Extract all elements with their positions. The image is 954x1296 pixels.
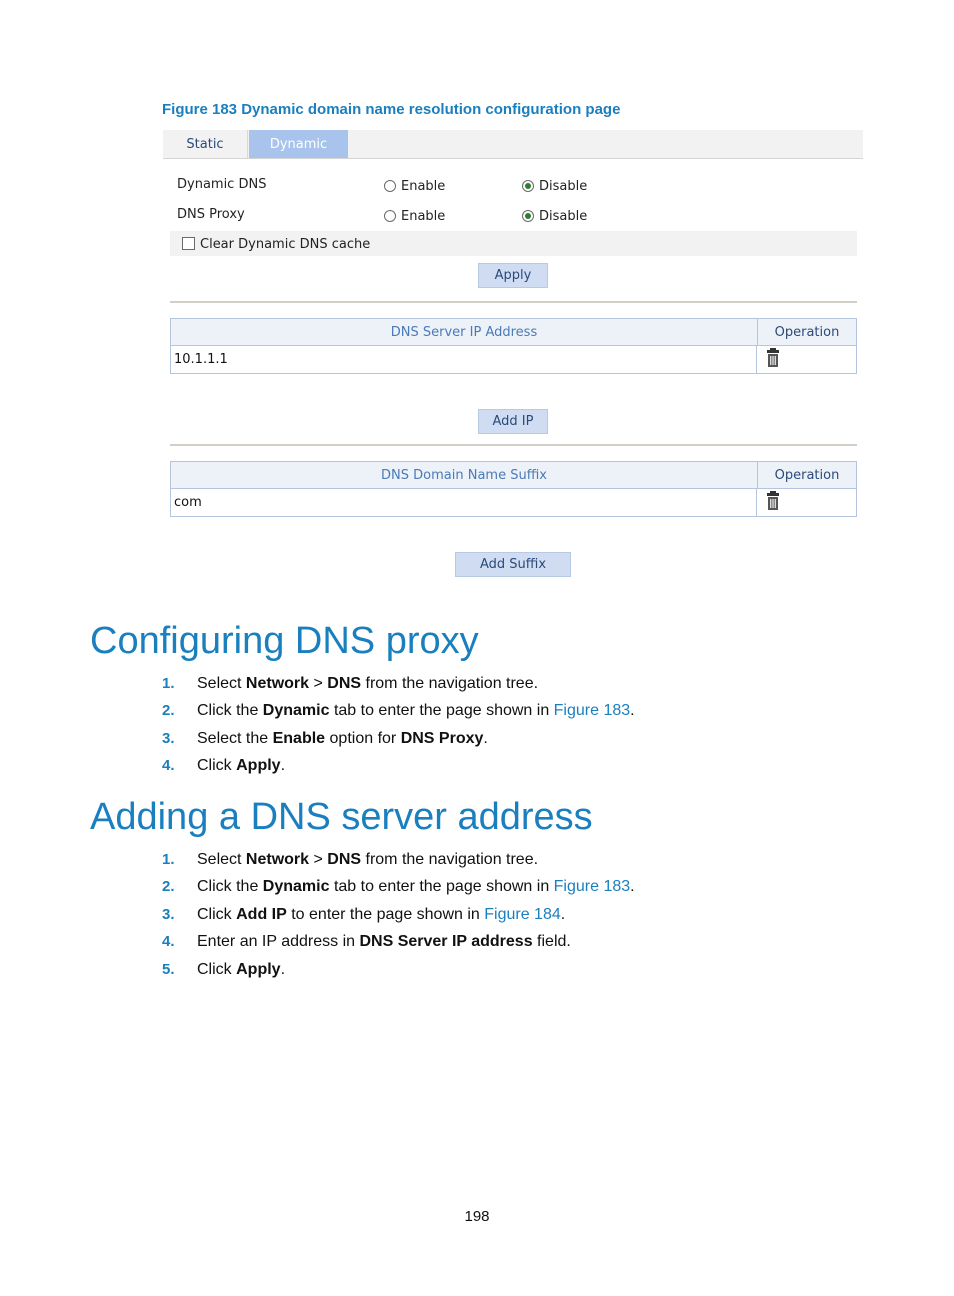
suffix-cell: com bbox=[171, 489, 757, 516]
step-text: Select Network > DNS from the navigation tree. bbox=[197, 851, 539, 868]
step-text: Click the Dynamic tab to enter the page shown in Figure 183. bbox=[197, 702, 635, 719]
tab-static[interactable]: Static bbox=[163, 130, 248, 158]
column-header-server-ip: DNS Server IP Address bbox=[171, 319, 758, 345]
clear-cache-row bbox=[170, 231, 857, 256]
separator bbox=[170, 444, 857, 446]
step-number: 3. bbox=[162, 906, 175, 923]
step-number: 1. bbox=[162, 851, 175, 868]
step-number: 4. bbox=[162, 933, 175, 950]
dns-server-table bbox=[170, 318, 857, 374]
dynamic-dns-label: Dynamic DNS bbox=[177, 177, 267, 192]
tab-bar bbox=[163, 130, 863, 159]
step-text: Select the Enable option for DNS Proxy. bbox=[197, 730, 488, 747]
figure-184-link[interactable]: Figure 184 bbox=[484, 906, 561, 923]
step-number: 4. bbox=[162, 757, 175, 774]
section-heading-add-dns-server: Adding a DNS server address bbox=[90, 796, 593, 838]
dynamic-dns-disable-label: Disable bbox=[539, 179, 588, 194]
table-header bbox=[171, 319, 856, 346]
dns-proxy-enable-radio[interactable] bbox=[384, 210, 396, 222]
dns-proxy-label: DNS Proxy bbox=[177, 207, 245, 222]
operation-cell bbox=[758, 489, 856, 516]
step-number: 2. bbox=[162, 878, 175, 895]
trash-icon[interactable] bbox=[766, 348, 780, 368]
clear-cache-label: Clear Dynamic DNS cache bbox=[200, 237, 371, 252]
dynamic-dns-enable-radio[interactable] bbox=[384, 180, 396, 192]
figure-183-link[interactable]: Figure 183 bbox=[553, 702, 631, 719]
apply-button[interactable]: Apply bbox=[478, 263, 548, 288]
figure-183-link[interactable]: Figure 183 bbox=[553, 878, 631, 895]
dns-suffix-table bbox=[170, 461, 857, 517]
trash-icon[interactable] bbox=[766, 491, 780, 511]
clear-cache-checkbox[interactable] bbox=[182, 237, 195, 250]
dynamic-dns-enable-label: Enable bbox=[401, 179, 446, 194]
table-header bbox=[171, 462, 856, 489]
step-text: Click the Dynamic tab to enter the page shown in Figure 183. bbox=[197, 878, 635, 895]
figure-caption: Figure 183 Dynamic domain name resolution configuration page bbox=[162, 101, 621, 118]
dns-proxy-disable-label: Disable bbox=[539, 209, 588, 224]
separator bbox=[170, 301, 857, 303]
step-number: 5. bbox=[162, 961, 175, 978]
tab-dynamic[interactable]: Dynamic bbox=[249, 130, 348, 158]
step-text: Enter an IP address in DNS Server IP address field. bbox=[197, 933, 571, 950]
add-suffix-button[interactable]: Add Suffix bbox=[455, 552, 571, 577]
section-heading-dns-proxy: Configuring DNS proxy bbox=[90, 620, 479, 662]
column-header-operation: Operation bbox=[774, 325, 840, 340]
step-text: Click Apply. bbox=[197, 757, 286, 774]
column-header-operation: Operation bbox=[774, 468, 840, 483]
step-text: Select Network > DNS from the navigation tree. bbox=[197, 675, 539, 692]
step-number: 1. bbox=[162, 675, 175, 692]
step-number: 3. bbox=[162, 730, 175, 747]
dns-proxy-disable-radio[interactable] bbox=[522, 210, 534, 222]
operation-cell bbox=[758, 346, 856, 373]
step-text: Click Add IP to enter the page shown in Figure 184. bbox=[197, 906, 566, 923]
column-header-suffix: DNS Domain Name Suffix bbox=[171, 462, 758, 488]
dns-proxy-enable-label: Enable bbox=[401, 209, 446, 224]
step-text: Click Apply. bbox=[197, 961, 286, 978]
dynamic-dns-disable-radio[interactable] bbox=[522, 180, 534, 192]
step-number: 2. bbox=[162, 702, 175, 719]
add-ip-button[interactable]: Add IP bbox=[478, 409, 548, 434]
page-number: 198 bbox=[464, 1208, 490, 1225]
server-ip-cell: 10.1.1.1 bbox=[171, 346, 757, 373]
